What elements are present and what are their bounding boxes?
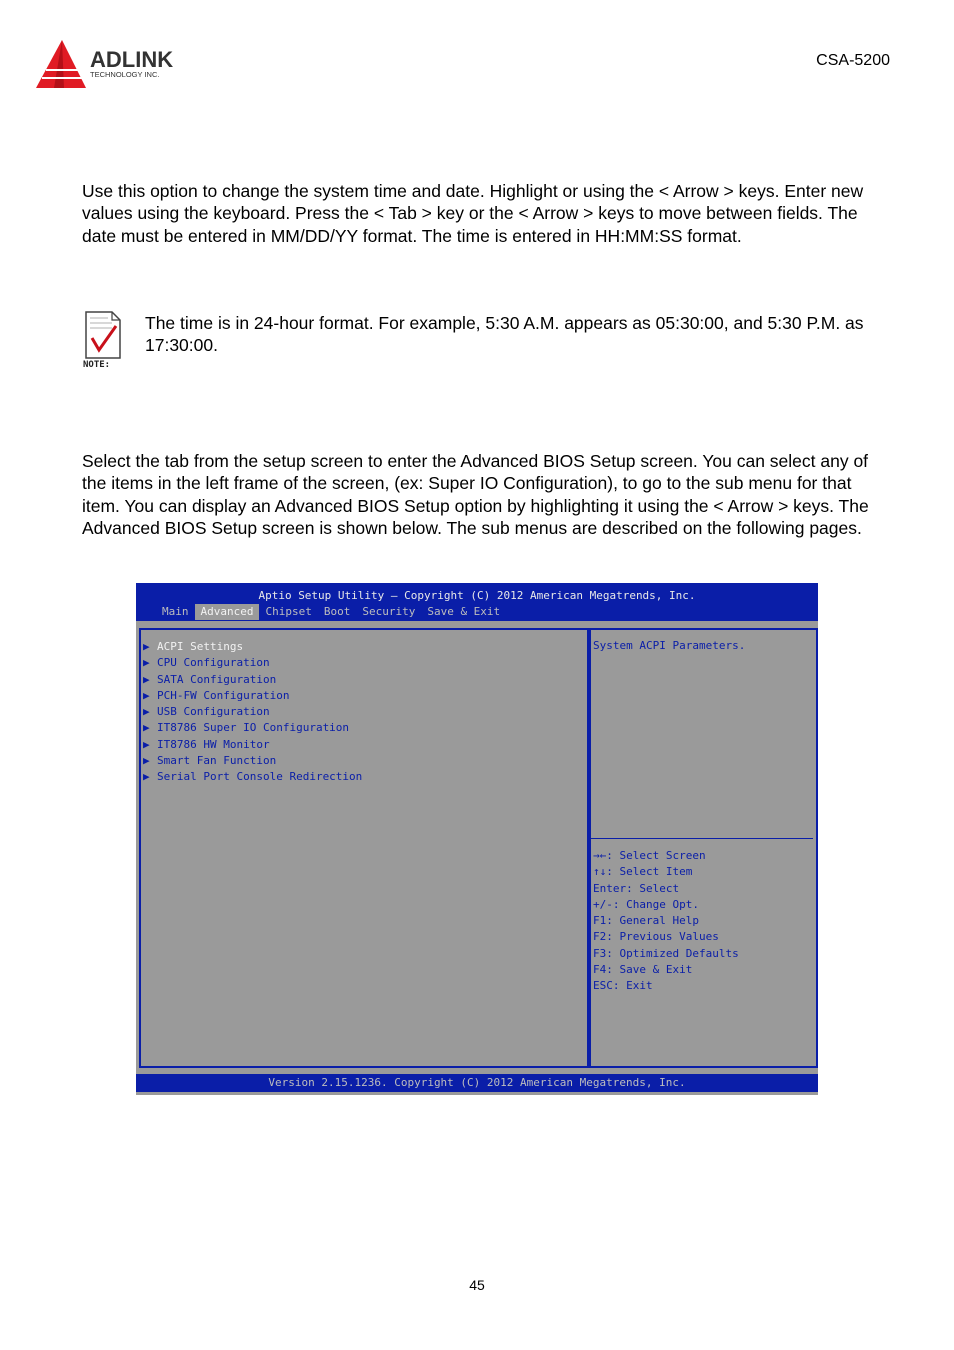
menu-item-sata-configuration[interactable] <box>143 672 362 688</box>
menu-item-usb-configuration[interactable] <box>143 704 362 720</box>
note-label: NOTE: <box>83 360 111 368</box>
tab-main[interactable]: Main <box>162 605 189 618</box>
menu-item-label: CPU Configuration <box>157 656 270 670</box>
advanced-setup-paragraph: Select the tab from the setup screen to enter the Advanced BIOS Setup screen. You can select any of the items in the left frame of the screen, (ex: Super IO Configuration), to go to the sub menu for that item. You can display an Advanced BIOS Setup option by highlighting it using the < Arrow > keys. The Advanced BIOS Setup screen is shown below. The sub menus are described on the following pages. <box>82 451 869 539</box>
key-help-esc: ESC: Exit <box>593 979 653 993</box>
bios-footer-bar <box>136 1074 818 1092</box>
tab-chipset[interactable]: Chipset <box>265 605 312 618</box>
tab-boot[interactable]: Boot <box>323 605 351 618</box>
submenu-arrow-icon: ▶ <box>143 688 150 702</box>
submenu-arrow-icon: ▶ <box>143 754 150 768</box>
menu-item-smart-fan-function[interactable] <box>143 753 362 769</box>
menu-item-acpi-settings[interactable] <box>143 639 362 655</box>
key-help-select-item: ↑↓: Select Item <box>593 865 693 879</box>
bios-tabs <box>156 604 506 620</box>
menu-item-label: USB Configuration <box>157 705 270 719</box>
key-help-f3: F3: Optimized Defaults <box>593 946 739 960</box>
key-help-list <box>593 848 739 995</box>
menu-item-hw-monitor[interactable] <box>143 737 362 753</box>
key-help-f2: F2: Previous Values <box>593 930 719 944</box>
key-help-f4: F4: Save & Exit <box>593 963 693 977</box>
menu-item-pch-fw-configuration[interactable] <box>143 688 362 704</box>
bios-menu <box>143 639 362 786</box>
bios-title-bar <box>136 583 818 621</box>
submenu-arrow-icon: ▶ <box>143 672 150 686</box>
item-help-text: System ACPI Parameters. <box>593 639 746 652</box>
logo-subtext: TECHNOLOGY INC. <box>90 70 160 79</box>
submenu-arrow-icon: ▶ <box>143 770 150 784</box>
bios-version-text: Version 2.15.1236. Copyright (C) 2012 American Megatrends, Inc. <box>268 1076 686 1089</box>
bios-title: Aptio Setup Utility – Copyright (C) 2012 American Megatrends, Inc. <box>258 589 696 602</box>
submenu-arrow-icon: ▶ <box>143 737 150 751</box>
note-icon <box>82 310 126 368</box>
menu-item-label: ACPI Settings <box>157 640 244 653</box>
menu-item-super-io-configuration[interactable] <box>143 720 362 736</box>
menu-item-label: IT8786 Super IO Configuration <box>157 721 350 735</box>
tab-advanced[interactable]: Advanced <box>195 604 260 620</box>
menu-item-label: Serial Port Console Redirection <box>157 770 363 784</box>
submenu-arrow-icon: ▶ <box>143 640 150 653</box>
tab-security[interactable]: Security <box>362 605 416 618</box>
submenu-arrow-icon: ▶ <box>143 705 150 719</box>
note-text: The time is in 24-hour format. For example, 5:30 A.M. appears as 05:30:00, and 5:30 P.M. as 17:30:00. <box>145 313 864 356</box>
page-number: 45 <box>469 1277 485 1293</box>
help-divider <box>591 838 813 839</box>
time-date-paragraph: Use this option to change the system time and date. Highlight or using the < Arrow > keys. Enter new values using the keyboard. Press the < Tab > key or the < Arrow > keys to move between fields. The date must be entered in MM/DD/YY format. The time is entered in HH:MM:SS format. <box>82 181 864 246</box>
document-id: CSA-5200 <box>816 52 890 69</box>
key-help-f1: F1: General Help <box>593 914 699 928</box>
adlink-logo <box>34 38 204 90</box>
tab-save-exit[interactable]: Save & Exit <box>427 605 501 618</box>
key-help-select-screen: →←: Select Screen <box>593 849 706 862</box>
logo-wordmark: ADLINK <box>90 47 174 72</box>
bios-screenshot <box>136 583 818 1095</box>
menu-item-serial-console-redirection[interactable] <box>143 769 362 785</box>
menu-item-label: SATA Configuration <box>157 672 277 686</box>
submenu-arrow-icon: ▶ <box>143 721 150 735</box>
key-help-enter: Enter: Select <box>593 881 680 895</box>
menu-item-label: PCH-FW Configuration <box>157 688 290 702</box>
menu-item-label: Smart Fan Function <box>157 754 277 768</box>
key-help-change-opt: +/-: Change Opt. <box>593 897 699 911</box>
menu-item-cpu-configuration[interactable] <box>143 655 362 671</box>
menu-item-label: IT8786 HW Monitor <box>157 737 270 751</box>
submenu-arrow-icon: ▶ <box>143 656 150 670</box>
